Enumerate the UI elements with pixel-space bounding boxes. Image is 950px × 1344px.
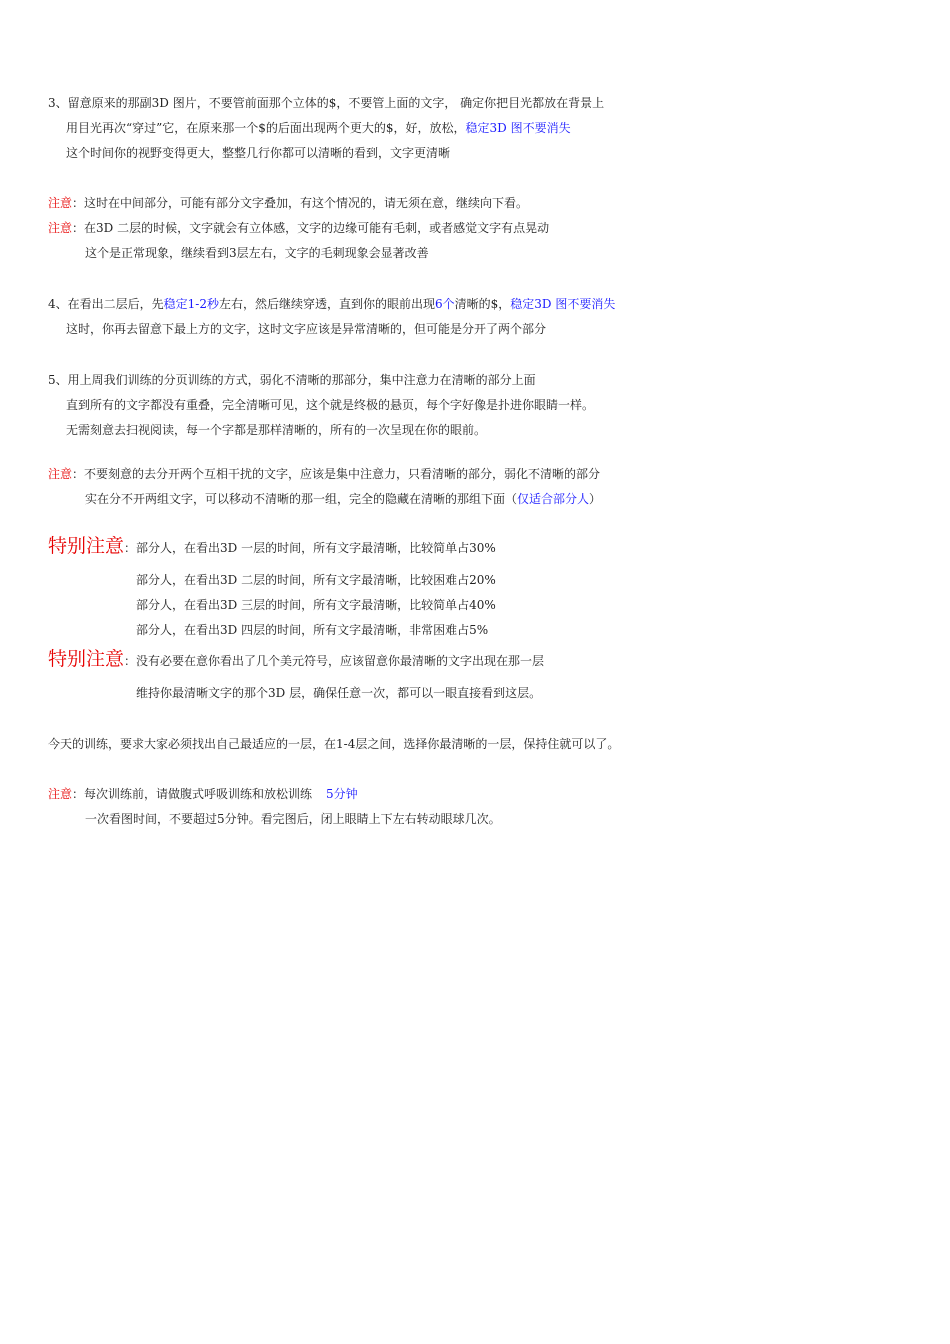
step-3-highlight: 稳定3D 图不要消失 (465, 121, 571, 135)
note-4-text-b: 请做腹式呼吸训练和放松训练 (156, 787, 313, 801)
note-4-line-2: 一次看图时间，不要超过5分钟。看完图后，闭上眼睛上下左右转动眼球几次。 (85, 812, 501, 826)
special-note-1-row-3: 部分人，在看出3D 三层的时间，所有文字最清晰，比较简单占40% (136, 598, 496, 612)
note-3-line-2-text: 实在分不开两组文字，可以移动不清晰的那一组，完全的隐藏在清晰的那组下面（ (85, 492, 518, 506)
note-2-label: 注意 (48, 221, 73, 235)
note-1-text: ：这时在中间部分，可能有部分文字叠加，有这个情况的，请无须在意，继续向下看。 (72, 196, 529, 210)
step-4-text-a: 4、在看出二层后，先 (48, 297, 164, 311)
note-3-line-2-close: ） (589, 492, 602, 506)
step-5-line-3: 无需刻意去扫视阅读，每一个字都是那样清晰的，所有的一次呈现在你的眼前。 (66, 423, 487, 437)
special-note-1-row-4: 部分人，在看出3D 四层的时间，所有文字最清晰，非常困难占5% (136, 623, 489, 637)
step-4-line-1 (48, 296, 615, 312)
special-note-2 (48, 647, 544, 673)
special-note-2-text: ：没有必要在意你看出了几个美元符号，应该留意你最清晰的文字出现在那一层 (124, 654, 545, 668)
special-note-1-row-2: 部分人，在看出3D 二层的时间，所有文字最清晰，比较困难占20% (136, 573, 496, 587)
step-3-line-2-text: 用目光再次“穿过”它，在原来那一个$的后面出现两个更大的$，好，放松， (66, 121, 466, 135)
step-4-highlight-d: 6个 (434, 297, 455, 311)
step-3-line-3: 这个时间你的视野变得更大，整整几行你都可以清晰的看到，文字更清晰 (66, 146, 451, 160)
step-3-line-1: 3、留意原来的那副3D 图片，不要管前面那个立体的$，不要管上面的文字， 确定你把目光都放在背景上 (48, 96, 605, 110)
note-1 (48, 195, 528, 211)
note-4-text-a: ：每次训练前， (72, 787, 157, 801)
step-5-line-1: 5、用上周我们训练的分页训练的方式，弱化不清晰的那部分，集中注意力在清晰的部分上面 (48, 373, 536, 387)
special-note-1-label: 特别注意 (48, 535, 125, 557)
special-note-2-label: 特别注意 (48, 648, 125, 670)
today-training: 今天的训练，要求大家必须找出自己最适应的一层，在1-4层之间，选择你最清晰的一层，保持住就可以了。 (48, 737, 620, 751)
note-4 (48, 786, 358, 802)
special-note-1-text: ：部分人，在看出3D 一层的时间，所有文字最清晰，比较简单占30% (124, 541, 496, 555)
step-5-line-2: 直到所有的文字都没有重叠，完全清晰可见，这个就是终极的悬页，每个字好像是扑进你眼睛一样。 (66, 398, 595, 412)
step-4-line-2: 这时，你再去留意下最上方的文字，这时文字应该是异常清晰的，但可能是分开了两个部分 (66, 322, 547, 336)
step-4-highlight-b: 稳定1-2秒 (163, 297, 219, 311)
note-3-highlight: 仅适合部分人 (517, 492, 590, 506)
note-2-text: ：在3D 二层的时候，文字就会有立体感，文字的边缘可能有毛刺，或者感觉文字有点晃动 (72, 221, 550, 235)
note-3 (48, 466, 600, 482)
special-note-2-line-2: 维持你最清晰文字的那个3D 层，确保任意一次，都可以一眼直接看到这层。 (136, 686, 542, 700)
note-4-label: 注意 (48, 787, 73, 801)
note-1-label: 注意 (48, 196, 73, 210)
step-3-line-2 (66, 120, 571, 136)
note-3-text: ：不要刻意的去分开两个互相干扰的文字，应该是集中注意力，只看清晰的部分，弱化不清晰的部分 (72, 467, 601, 481)
note-2-line-2: 这个是正常现象，继续看到3层左右，文字的毛刺现象会显著改善 (85, 246, 429, 260)
step-4-text-e: 清晰的$， (454, 297, 511, 311)
note-3-line-2 (85, 491, 601, 507)
step-4-text-c: 左右，然后继续穿透，直到你的眼前出现 (218, 297, 435, 311)
special-note-1 (48, 534, 496, 560)
note-4-duration: 5分钟 (326, 787, 358, 801)
step-4-highlight-f: 稳定3D 图不要消失 (510, 297, 616, 311)
note-3-label: 注意 (48, 467, 73, 481)
note-2 (48, 220, 549, 236)
